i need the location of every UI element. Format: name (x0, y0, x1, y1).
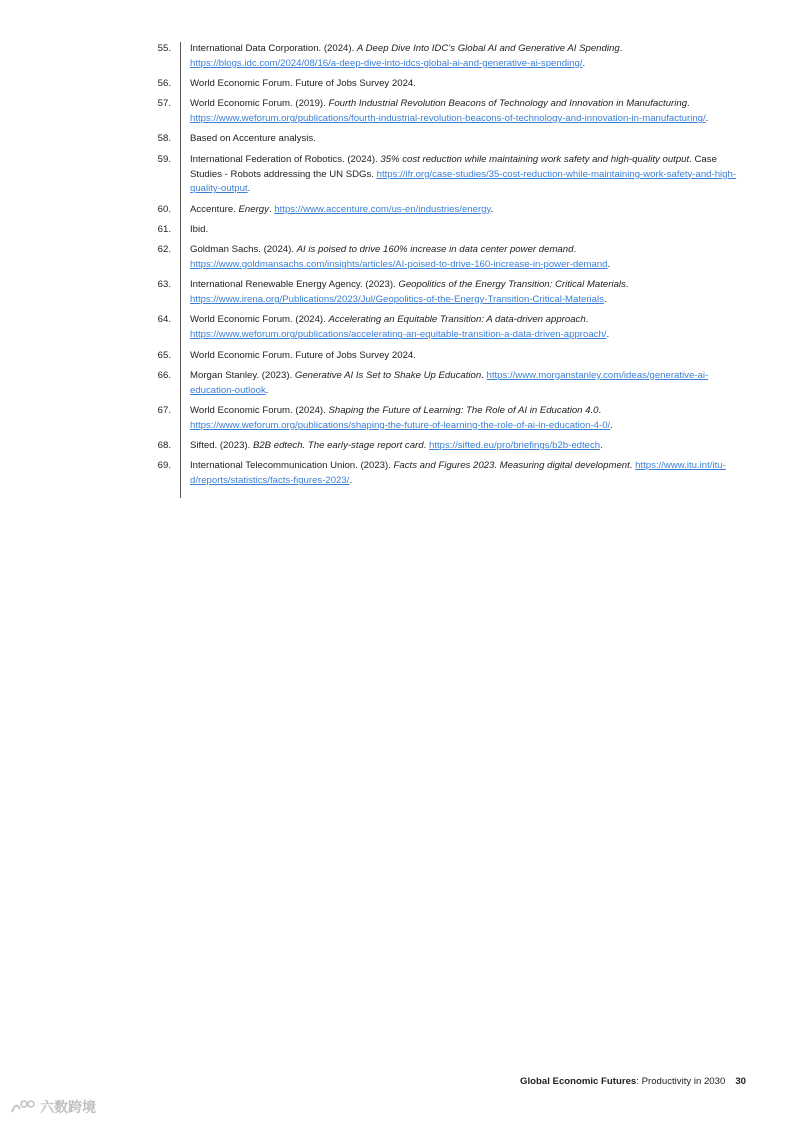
reference-link[interactable]: https://www.weforum.org/publications/accelerating-an-equitable-transition-a-data-driven-approach/ (190, 329, 607, 341)
reference-punctuation: . (603, 294, 607, 306)
reference-text (190, 203, 742, 218)
reference-title: Fourth Industrial Revolution Beacons of Technology and Innovation in Manufacturing (328, 98, 688, 110)
reference-detail: . (629, 460, 636, 472)
reference-title: A Deep Dive Into IDC’s Global AI and Generative AI Spending (356, 43, 620, 54)
reference-punctuation: . (349, 475, 353, 487)
reference-number: 67. (157, 404, 171, 416)
reference-text (190, 459, 742, 489)
reference-text (190, 278, 742, 308)
reference-number: 63. (157, 279, 171, 291)
reference-punctuation: . (606, 329, 610, 341)
reference-title: Facts and Figures 2023. Measuring digital development (393, 460, 630, 472)
reference-detail: . (268, 203, 275, 215)
reference-source: Ibid. (190, 223, 209, 235)
reference-item (0, 349, 793, 364)
reference-detail: . (423, 440, 429, 452)
reference-title: B2B edtech. The early-stage report card (252, 440, 424, 452)
reference-link[interactable]: https://ifr.org/case-studies/35-cost-reduction-while-maintaining-work-safety-and-high-quality-output (190, 168, 737, 195)
reference-link[interactable]: https://www.weforum.org/publications/fourth-industrial-revolution-beacons-of-technology-and-innovation-in-manufacturing/ (190, 113, 706, 125)
reference-punctuation: . (582, 57, 586, 69)
reference-source: Sifted. (2023). (190, 440, 253, 452)
reference-link[interactable]: https://www.accenture.com/us-en/industries/energy (274, 203, 491, 215)
reference-title: AI is poised to drive 160% increase in data center power demand (296, 244, 574, 256)
reference-text (190, 223, 742, 238)
watermark-text: 六数跨境 (40, 1099, 96, 1115)
reference-item (0, 243, 793, 273)
reference-number: 62. (157, 244, 171, 256)
reference-text (190, 243, 742, 273)
reference-source: Goldman Sachs. (2024). (190, 244, 297, 256)
reference-punctuation: . (607, 259, 611, 271)
reference-source: World Economic Forum. Future of Jobs Survey 2024. (190, 349, 416, 361)
reference-text (190, 153, 742, 197)
reference-number: 68. (157, 440, 171, 452)
reference-item (0, 203, 793, 218)
reference-number: 66. (157, 369, 171, 381)
reference-detail: . Case Studies - Robots addressing the UN SDGs. (190, 153, 717, 180)
reference-item (0, 42, 793, 72)
reference-text (190, 313, 742, 343)
reference-detail: . (625, 279, 629, 291)
reference-text (190, 97, 742, 127)
reference-item (0, 404, 793, 434)
reference-link[interactable]: https://www.morganstanley.com/ideas/generative-ai-education-outlook (190, 369, 709, 396)
reference-text (190, 132, 742, 147)
reference-item (0, 97, 793, 127)
reference-text (190, 439, 742, 454)
reference-link[interactable]: https://sifted.eu/pro/briefings/b2b-edtech (428, 440, 601, 452)
watermark (10, 1097, 96, 1117)
reference-text (190, 42, 742, 72)
footer-separator: : (636, 1076, 642, 1087)
reference-number: 64. (157, 314, 171, 326)
reference-link[interactable]: https://www.weforum.org/publications/shaping-the-future-of-learning-the-role-of-ai-in-education-4-0/ (190, 419, 611, 431)
footer-publication: Global Economic Futures (520, 1076, 637, 1087)
reference-detail: . (481, 369, 487, 381)
reference-number: 69. (157, 460, 171, 472)
reference-punctuation: . (265, 384, 269, 396)
reference-item (0, 132, 793, 147)
reference-item (0, 459, 793, 489)
reference-detail: . (585, 314, 589, 326)
reference-punctuation: . (610, 419, 613, 431)
reference-detail: . (619, 43, 623, 54)
reference-text (190, 77, 742, 92)
reference-text (190, 369, 742, 399)
reference-item (0, 439, 793, 454)
reference-number: 58. (157, 133, 171, 145)
reference-link[interactable]: https://www.irena.org/Publications/2023/Jul/Geopolitics-of-the-Energy-Transition-Critical-Materials (190, 294, 604, 306)
reference-link[interactable]: https://blogs.idc.com/2024/08/16/a-deep-dive-into-idcs-global-ai-and-generative-ai-spending/ (190, 57, 583, 69)
reference-source: Accenture. (190, 203, 239, 215)
reference-title: Energy (238, 203, 269, 215)
logo-icon (10, 1099, 36, 1115)
reference-source: Morgan Stanley. (2023). (190, 369, 295, 381)
reference-number: 60. (157, 203, 171, 215)
reference-punctuation: . (600, 440, 603, 452)
reference-source: Based on Accenture analysis. (190, 133, 316, 145)
reference-item (0, 278, 793, 308)
reference-source: World Economic Forum. Future of Jobs Survey 2024. (190, 78, 416, 90)
reference-title: Geopolitics of the Energy Transition: Critical Materials (398, 279, 626, 291)
reference-text (190, 349, 742, 364)
reference-detail: . (573, 244, 577, 256)
reference-source: World Economic Forum. (2024). (190, 314, 329, 326)
reference-text (190, 404, 742, 434)
reference-number: 56. (157, 78, 171, 90)
reference-source: World Economic Forum. (2019). (190, 98, 329, 110)
reference-source: International Renewable Energy Agency. (2023). (190, 279, 399, 291)
reference-number: 55. (157, 43, 171, 54)
reference-item (0, 223, 793, 238)
reference-punctuation: . (490, 203, 494, 215)
reference-item (0, 313, 793, 343)
reference-title: Generative AI Is Set to Shake Up Education (294, 369, 482, 381)
reference-link[interactable]: https://www.goldmansachs.com/insights/articles/AI-poised-to-drive-160-increase-in-power-demand (190, 259, 608, 271)
page-number: 30 (735, 1076, 746, 1087)
reference-number: 57. (157, 98, 171, 110)
reference-source: International Telecommunication Union. (2023). (190, 460, 394, 472)
reference-detail: . (598, 404, 602, 416)
reference-number: 65. (157, 349, 171, 361)
reference-number: 61. (157, 223, 171, 235)
reference-link[interactable]: https://www.itu.int/itu-d/reports/statistics/facts-figures-2023/ (190, 460, 726, 487)
reference-title: Accelerating an Equitable Transition: A data-driven approach (328, 314, 586, 326)
reference-source: World Economic Forum. (2024). (190, 404, 329, 416)
footer-subtitle: Productivity in 2030 (641, 1076, 726, 1087)
reference-title: 35% cost reduction while maintaining work safety and high-quality output (380, 153, 690, 165)
reference-source: International Data Corporation. (2024). (190, 43, 357, 54)
reference-item (0, 153, 793, 197)
reference-item (0, 77, 793, 92)
reference-number: 59. (157, 153, 171, 165)
page-footer (520, 1076, 746, 1087)
reference-title: Shaping the Future of Learning: The Role of AI in Education 4.0 (328, 404, 599, 416)
reference-punctuation: . (705, 113, 709, 125)
reference-punctuation: . (247, 183, 251, 195)
reference-item (0, 369, 793, 399)
reference-source: International Federation of Robotics. (2024). (190, 153, 381, 165)
reference-list (0, 42, 793, 494)
reference-detail: . (687, 98, 690, 110)
